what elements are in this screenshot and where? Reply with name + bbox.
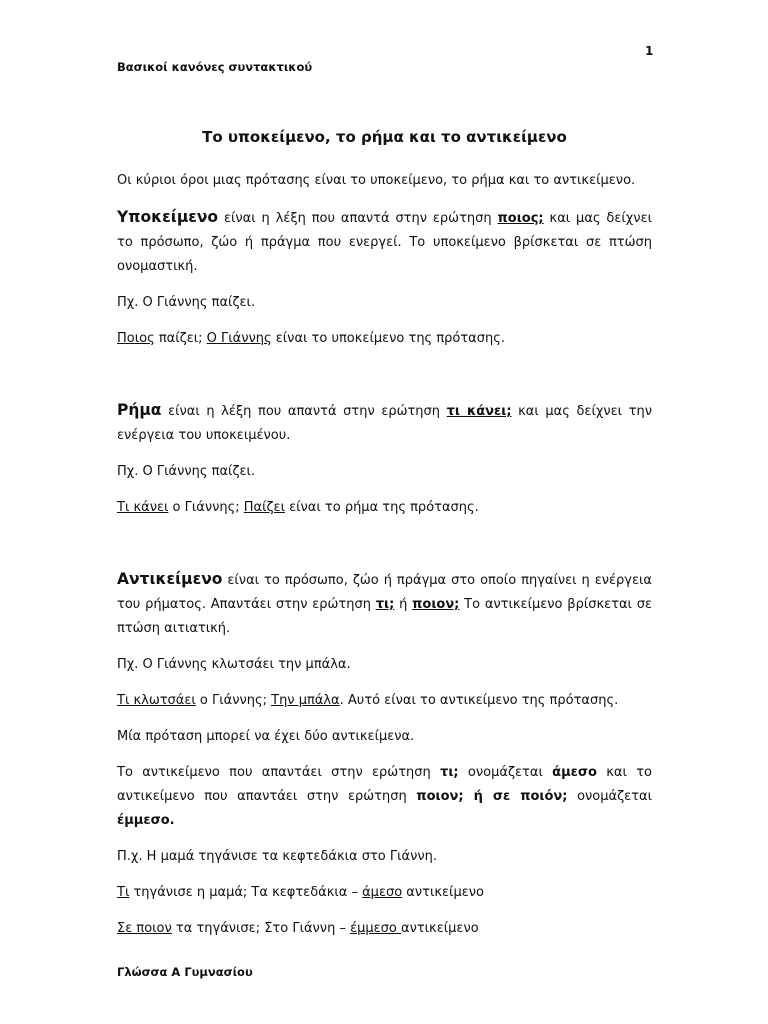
indirect-line-end: αντικείμενο bbox=[401, 921, 479, 936]
object-definition bbox=[117, 567, 652, 641]
subject-ex-mid: παίζει; bbox=[154, 331, 207, 346]
object-ex-answer: Την μπάλα bbox=[271, 693, 340, 708]
verb-explanation bbox=[117, 496, 652, 520]
verb-ex-mid: ο Γιάννης; bbox=[168, 500, 244, 515]
object-example-2: Π.χ. Η μαμά τηγάνισε τα κεφτεδάκια στο Γιάννη. bbox=[117, 849, 437, 864]
object-rule-q2: ποιον; ή σε ποιόν; bbox=[416, 789, 568, 804]
verb-ex-answer: Παίζει bbox=[243, 500, 285, 515]
direct-object-line bbox=[117, 881, 652, 905]
object-example: Πχ. Ο Γιάννης κλωτσάει την μπάλα. bbox=[117, 657, 351, 672]
object-rule-b: ονομάζεται bbox=[458, 765, 553, 780]
intro-paragraph: Οι κύριοι όροι μιας πρότασης είναι το υποκείμενο, το ρήμα και το αντικείμενο. bbox=[117, 173, 636, 188]
subject-explanation bbox=[117, 327, 652, 351]
two-objects-note: Μία πρόταση μπορεί να έχει δύο αντικείμενα. bbox=[117, 729, 415, 744]
verb-example: Πχ. Ο Γιάννης παίζει. bbox=[117, 464, 256, 479]
subject-example: Πχ. Ο Γιάννης παίζει. bbox=[117, 295, 256, 310]
page-footer: Γλώσσα Α Γυμνασίου bbox=[117, 965, 253, 979]
page-header: Βασικοί κανόνες συντακτικού bbox=[117, 60, 313, 74]
verb-question: τι κάνει; bbox=[446, 404, 512, 419]
subject-def-a: είναι η λέξη που απαντά στην ερώτηση bbox=[218, 211, 498, 226]
object-rule bbox=[117, 761, 652, 833]
object-term: Αντικείμενο bbox=[117, 570, 223, 588]
document-body bbox=[117, 128, 652, 941]
object-def-a: είναι το πρόσωπο, ζώο ή πράγμα στο οποίο πηγαίνει η ενέργεια του ρήματος. Απαντάει στην ερώτηση bbox=[117, 573, 652, 612]
object-ex-mid: ο Γιάννης; bbox=[195, 693, 272, 708]
object-or: ή bbox=[394, 597, 413, 612]
indirect-object-line bbox=[117, 917, 652, 941]
object-question-2: ποιον; bbox=[412, 597, 460, 612]
object-question-1: τι; bbox=[375, 597, 395, 612]
indirect-line-term: έμμεσο bbox=[350, 921, 401, 936]
object-ex-end: . Αυτό είναι το αντικείμενο της πρότασης. bbox=[339, 693, 619, 708]
subject-definition bbox=[117, 205, 652, 279]
verb-ex-question: Τι κάνει bbox=[117, 500, 169, 515]
object-def-b: Το αντικείμενο βρίσκεται σε πτώση αιτιατική. bbox=[117, 597, 652, 636]
subject-term: Υποκείμενο bbox=[117, 208, 219, 226]
verb-def-b: και μας δείχνει την ενέργεια του υποκειμένου. bbox=[117, 404, 652, 443]
subject-def-b: και μας δείχνει το πρόσωπο, ζώο ή πράγμα που ενεργεί. Το υποκείμενο βρίσκεται σε πτώση ονομαστική. bbox=[117, 211, 652, 274]
indirect-object-term: έμμεσο. bbox=[117, 813, 175, 828]
indirect-line-mid: τα τηγάνισε; Στο Γιάννη – bbox=[171, 921, 351, 936]
direct-object-term: άμεσο bbox=[552, 765, 597, 780]
direct-line-mid: τηγάνισε η μαμά; Τα κεφτεδάκια – bbox=[129, 885, 363, 900]
verb-term: Ρήμα bbox=[117, 401, 162, 419]
object-rule-d: ονομάζεται bbox=[567, 789, 652, 804]
document-title: Το υποκείμενο, το ρήμα και το αντικείμενο bbox=[202, 128, 567, 146]
object-rule-a: Το αντικείμενο που απαντάει στην ερώτηση bbox=[117, 765, 441, 780]
direct-line-question: Τι bbox=[117, 885, 130, 900]
subject-ex-answer: Ο Γιάννης bbox=[206, 331, 272, 346]
indirect-line-question: Σε ποιον bbox=[117, 921, 172, 936]
object-rule-c: και το αντικείμενο που απαντάει στην ερώτηση bbox=[117, 765, 652, 804]
direct-line-term: άμεσο bbox=[362, 885, 403, 900]
subject-question: ποιος; bbox=[497, 211, 544, 226]
verb-def-a: είναι η λέξη που απαντά στην ερώτηση bbox=[161, 404, 447, 419]
subject-ex-end: είναι το υποκείμενο της πρότασης. bbox=[271, 331, 505, 346]
subject-ex-question: Ποιος bbox=[117, 331, 155, 346]
verb-definition bbox=[117, 398, 652, 448]
object-explanation bbox=[117, 689, 652, 713]
direct-line-end: αντικείμενο bbox=[402, 885, 484, 900]
verb-ex-end: είναι το ρήμα της πρότασης. bbox=[284, 500, 479, 515]
object-rule-q1: τι; bbox=[440, 765, 459, 780]
page-number: 1 bbox=[645, 44, 654, 58]
object-ex-question: Τι κλωτσάει bbox=[117, 693, 196, 708]
